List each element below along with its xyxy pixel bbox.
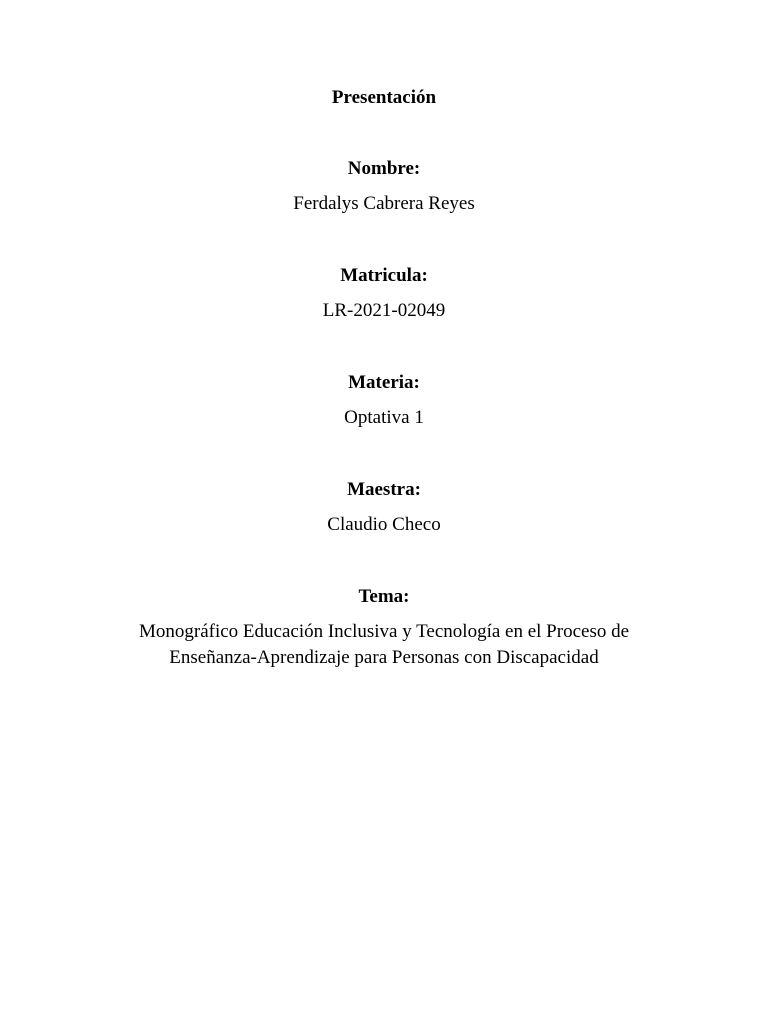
matricula-value: LR-2021-02049 bbox=[322, 300, 446, 321]
materia-value: Optativa 1 bbox=[344, 407, 424, 428]
maestra-label: Maestra: bbox=[347, 479, 421, 500]
maestra-value: Claudio Checo bbox=[327, 514, 441, 535]
nombre-value: Ferdalys Cabrera Reyes bbox=[293, 193, 475, 214]
nombre-label: Nombre: bbox=[347, 158, 421, 179]
tema-label: Tema: bbox=[358, 586, 410, 607]
matricula-label: Matricula: bbox=[340, 265, 428, 286]
materia-label: Materia: bbox=[348, 372, 420, 393]
page-title: Presentación bbox=[331, 87, 437, 108]
tema-value-line: Enseñanza-Aprendizaje para Personas con Discapacidad bbox=[169, 647, 599, 668]
tema-value-line: Monográfico Educación Inclusiva y Tecnología en el Proceso de bbox=[138, 621, 630, 642]
